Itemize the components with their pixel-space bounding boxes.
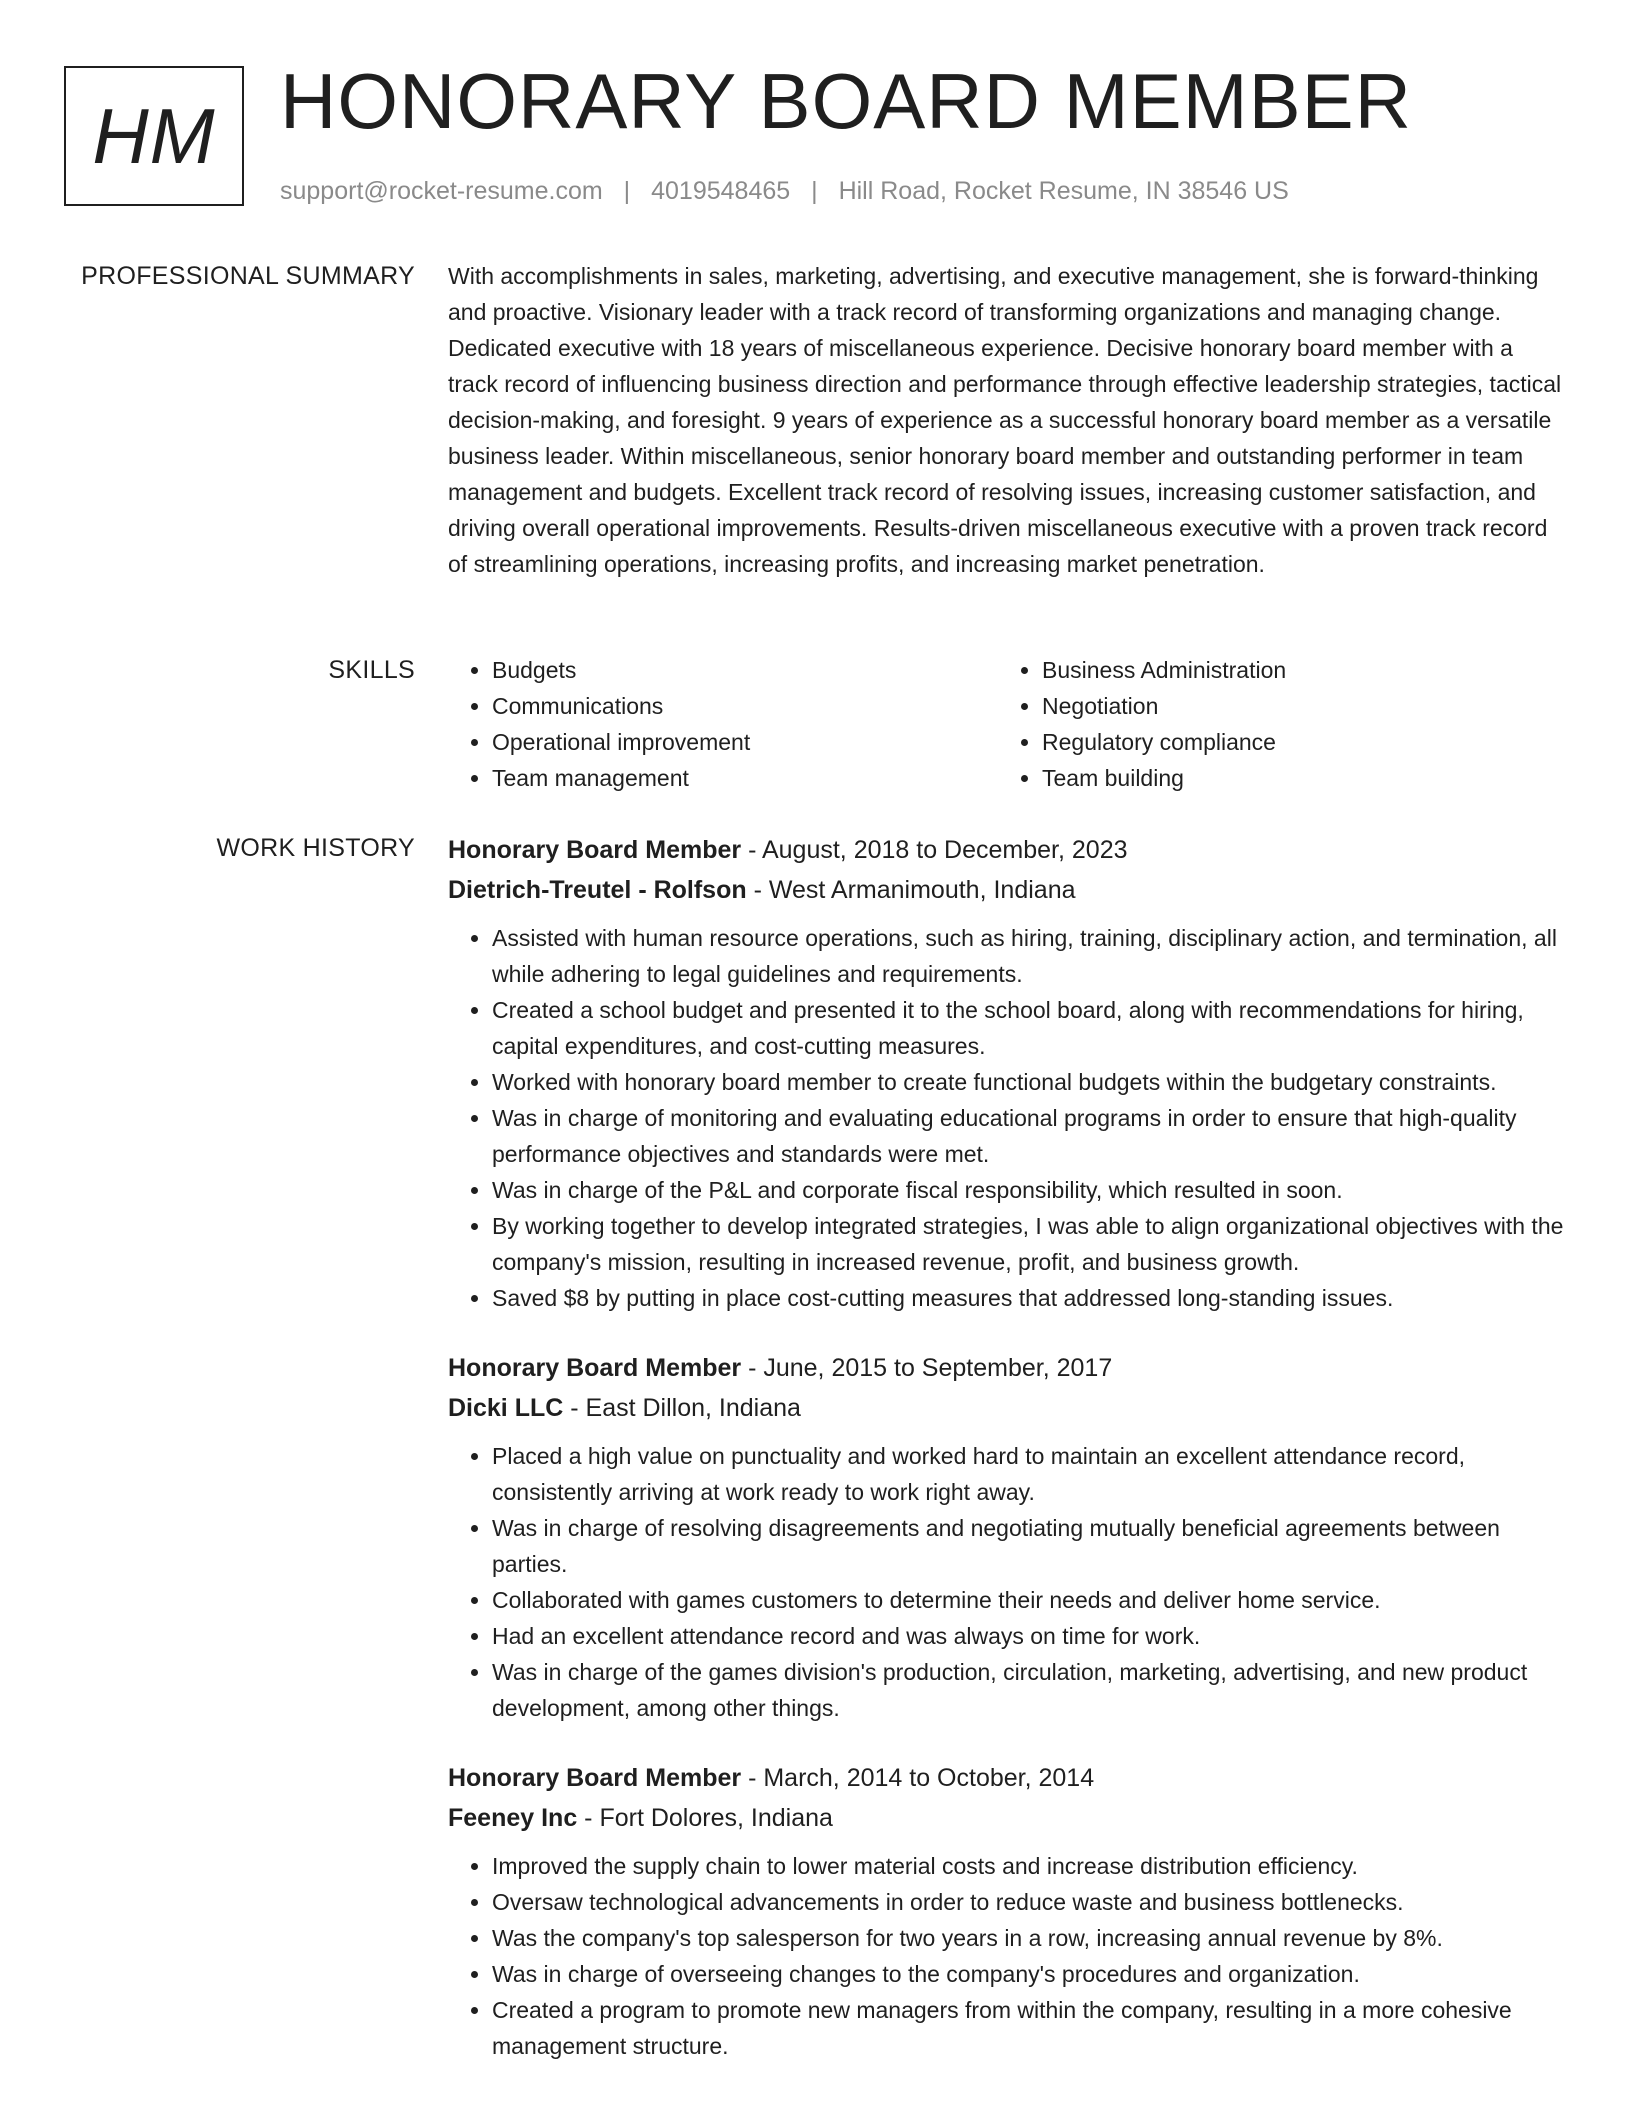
job-bullet: • By working together to develop integrated strategies, I was able to align organizational objectives with the company's mission, resulting in increased revenue, profit, and business growth. bbox=[492, 1208, 1568, 1280]
job-bullet: • Was in charge of overseeing changes to the company's procedures and organization. bbox=[492, 1956, 1568, 1992]
job-bullet: • Collaborated with games customers to determine their needs and deliver home service. bbox=[492, 1582, 1568, 1618]
job-company-line: Feeney Inc - Fort Dolores, Indiana bbox=[448, 1804, 833, 1832]
contact-separator: | bbox=[623, 177, 631, 205]
job-company-line: Dicki LLC - East Dillon, Indiana bbox=[448, 1394, 801, 1422]
job-bullets bbox=[448, 920, 1568, 1316]
job-bullet: • Created a school budget and presented it to the school board, along with recommendations for hiring, capital expenditures, and cost-cutting measures. bbox=[492, 992, 1568, 1064]
section-label-skills: SKILLS bbox=[328, 656, 415, 684]
contact-phone: 4019548465 bbox=[651, 177, 791, 205]
skill-item: • Team building bbox=[1042, 760, 1548, 796]
job-dates: March, 2014 to October, 2014 bbox=[763, 1764, 1095, 1792]
job-location: West Armanimouth, Indiana bbox=[768, 876, 1076, 904]
job-bullet: • Saved $8 by putting in place cost-cutting measures that addressed long-standing issues. bbox=[492, 1280, 1568, 1316]
job-entry bbox=[448, 830, 1568, 1316]
job-bullet: • Oversaw technological advancements in order to reduce waste and business bottlenecks. bbox=[492, 1884, 1568, 1920]
monogram-box bbox=[64, 66, 244, 206]
job-company-line: Dietrich-Treutel - Rolfson - West Armanimouth, Indiana bbox=[448, 876, 1076, 904]
skill-item: • Business Administration bbox=[1042, 652, 1548, 688]
job-bullet: • Was in charge of monitoring and evaluating educational programs in order to ensure that high-quality performance objectives and standards were met. bbox=[492, 1100, 1568, 1172]
job-bullet: • Improved the supply chain to lower material costs and increase distribution efficiency. bbox=[492, 1848, 1568, 1884]
job-bullet: • Worked with honorary board member to create functional budgets within the budgetary constraints. bbox=[492, 1064, 1568, 1100]
job-company: Dicki LLC bbox=[448, 1394, 564, 1422]
job-bullet: • Assisted with human resource operations, such as hiring, training, disciplinary action, and termination, all while adhering to legal guidelines and requirements. bbox=[492, 920, 1568, 992]
job-company: Feeney Inc bbox=[448, 1804, 578, 1832]
work-body bbox=[448, 830, 1568, 2096]
skill-item: • Operational improvement bbox=[492, 724, 998, 760]
job-entry bbox=[448, 1348, 1568, 1726]
contact-address: Hill Road, Rocket Resume, IN 38546 US bbox=[838, 177, 1289, 205]
section-label-summary: PROFESSIONAL SUMMARY bbox=[81, 262, 415, 290]
job-bullet: • Was in charge of the P&L and corporate fiscal responsibility, which resulted in soon. bbox=[492, 1172, 1568, 1208]
contact-line bbox=[280, 174, 1289, 208]
section-label-work: WORK HISTORY bbox=[216, 834, 415, 862]
contact-email: support@rocket-resume.com bbox=[280, 177, 603, 205]
job-bullet: • Created a program to promote new managers from within the company, resulting in a more cohesive management structure. bbox=[492, 1992, 1568, 2064]
job-location: East Dillon, Indiana bbox=[585, 1394, 801, 1422]
job-dates: June, 2015 to September, 2017 bbox=[763, 1354, 1113, 1382]
skills-list-left bbox=[448, 652, 998, 796]
skill-item: • Team management bbox=[492, 760, 998, 796]
job-bullet: • Was in charge of resolving disagreements and negotiating mutually beneficial agreements between parties. bbox=[492, 1510, 1568, 1582]
job-title-line: Honorary Board Member - March, 2014 to October, 2014 bbox=[448, 1764, 1095, 1792]
job-title: Honorary Board Member bbox=[448, 1764, 742, 1792]
job-title: Honorary Board Member bbox=[448, 836, 742, 864]
skill-item: • Regulatory compliance bbox=[1042, 724, 1548, 760]
summary-text: With accomplishments in sales, marketing, advertising, and executive management, she is forward-thinking and proactive. Visionary leader with a track record of transforming organizations and managing change. Dedicated executive with 18 years of miscellaneous experience. Decisive honorary board member with a track record of influencing business direction and performance through effective leadership strategies, tactical decision-making, and foresight. 9 years of experience as a successful honorary board member as a versatile business leader. Within miscellaneous, senior honorary board member and outstanding performer in team management and budgets. Excellent track record of resolving issues, increasing customer satisfaction, and driving overall operational improvements. Results-driven miscellaneous executive with a proven track record of streamlining operations, increasing profits, and increasing market penetration. bbox=[448, 263, 1562, 577]
job-entry bbox=[448, 1758, 1568, 2064]
job-dates: August, 2018 to December, 2023 bbox=[761, 836, 1128, 864]
skills-list-right bbox=[998, 652, 1548, 796]
skills-grid bbox=[448, 652, 1568, 796]
job-bullet: • Was in charge of the games division's production, circulation, marketing, advertising, and new product development, among other things. bbox=[492, 1654, 1568, 1726]
skill-item: • Communications bbox=[492, 688, 998, 724]
contact-separator: | bbox=[811, 177, 818, 205]
skill-item: • Negotiation bbox=[1042, 688, 1548, 724]
resume-name: HONORARY BOARD MEMBER bbox=[280, 57, 1412, 145]
job-title: Honorary Board Member bbox=[448, 1354, 742, 1382]
job-bullets bbox=[448, 1438, 1568, 1726]
monogram-initials: HM bbox=[92, 91, 216, 180]
skills-body bbox=[448, 652, 1568, 796]
job-bullet: • Was the company's top salesperson for two years in a row, increasing annual revenue by 8%. bbox=[492, 1920, 1568, 1956]
skill-item: • Budgets bbox=[492, 652, 998, 688]
job-bullet: • Placed a high value on punctuality and worked hard to maintain an excellent attendance record, consistently arriving at work ready to work right away. bbox=[492, 1438, 1568, 1510]
job-title-line: Honorary Board Member - June, 2015 to September, 2017 bbox=[448, 1354, 1113, 1382]
job-title-line: Honorary Board Member - August, 2018 to December, 2023 bbox=[448, 836, 1128, 864]
job-bullet: • Had an excellent attendance record and was always on time for work. bbox=[492, 1618, 1568, 1654]
job-company: Dietrich-Treutel - Rolfson bbox=[448, 876, 747, 904]
job-bullets bbox=[448, 1848, 1568, 2064]
job-location: Fort Dolores, Indiana bbox=[599, 1804, 833, 1832]
summary-body bbox=[448, 258, 1568, 582]
